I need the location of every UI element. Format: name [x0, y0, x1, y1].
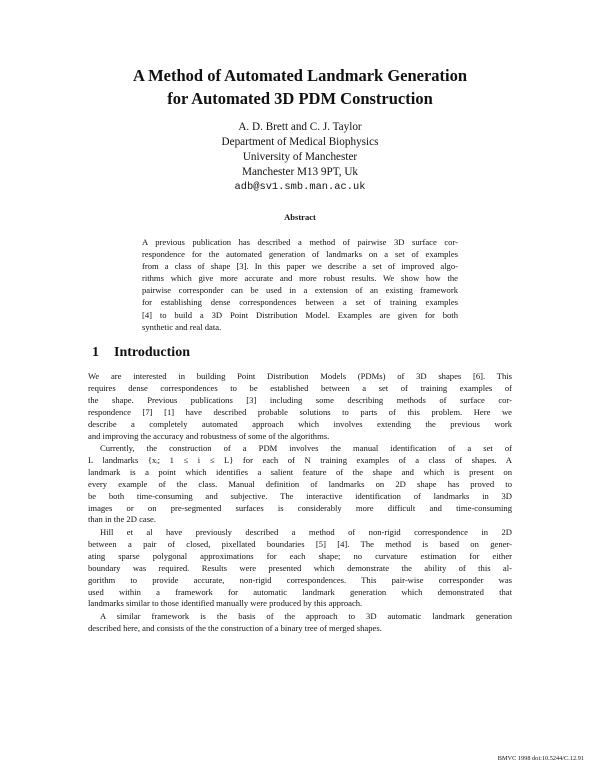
title-line: A Method of Automated Landmark Generation	[132, 66, 468, 85]
intro-paragraph-3	[88, 527, 512, 610]
text-line: gorithm to provide accurate, non-rigid correspondences. This pair-wise corresponder was	[88, 574, 512, 585]
author-names: A. D. Brett and C. J. Taylor	[238, 121, 362, 133]
section-title: Introduction	[114, 345, 190, 360]
section-number: 1	[92, 345, 99, 360]
text-line: describe a completely automated approach which involves extending the previous work	[88, 418, 512, 429]
text-line: ating sparse polygonal approximations for each shape; no curvature estimation for either	[88, 550, 512, 561]
section-heading-introduction	[92, 345, 190, 361]
abstract-line: from a class of shape [3]. In this paper we describe a set of improved algo-	[142, 261, 458, 272]
text-line: the shape. Previous publications [3] including some describing methods of surface cor-	[88, 394, 512, 405]
text-line: be both time-consuming and subjective. The interactive identification of landmarks in 3D	[88, 490, 512, 501]
text-line: used within a framework for automatic landmark generation which demonstrated that	[88, 586, 512, 597]
abstract-line: [4] to build a 3D Point Distribution Model. Examples are given for both	[142, 309, 458, 320]
text-line: between a pair of closed, pixellated boundaries [5] [4]. The method is based on gener-	[88, 538, 512, 549]
abstract-line: pairwise corresponder can be used in a extension of an existing framework	[142, 285, 458, 296]
text-line: requires dense correspondences to be established between a set of training examples of	[88, 382, 512, 393]
text-line: L landmarks {xᵢ; 1 ≤ i ≤ L} for each of N training examples of a class of shapes. A	[88, 454, 512, 465]
intro-paragraph-2	[88, 443, 512, 526]
text-line: than in the 2D case.	[88, 514, 157, 525]
paper-title	[60, 64, 540, 110]
text-line: described here, and consists of the the construction of a binary tree of merged shapes.	[88, 622, 382, 633]
title-line: for Automated 3D PDM Construction	[167, 89, 433, 108]
doi-footer: BMVC 1998 doi:10.5244/C.12.91	[497, 755, 584, 762]
text-line: landmarks similar to those identified manually were produced by this approach.	[88, 598, 363, 609]
text-line: landmark is a point which identifies a salient feature of the shape and which is present on	[88, 466, 512, 477]
abstract-line: respondence for the automated generation of landmarks on a set of examples	[142, 249, 458, 260]
intro-paragraph-1	[88, 371, 512, 442]
affiliation-line: University of Manchester	[242, 151, 358, 163]
abstract-line: synthetic and real data.	[142, 321, 222, 332]
text-line: We are interested in building Point Distribution Models (PDMs) of 3D shapes [6]. This	[88, 371, 512, 381]
text-line: and improving the accuracy and robustness of some of the algorithms.	[88, 430, 330, 441]
abstract-line: rithms which give more accurate and more robust results. We show how the	[142, 273, 458, 284]
abstract-line: for establishing dense correspondences between a set of training examples	[142, 297, 458, 308]
author-email: adb@sv1.smb.man.ac.uk	[234, 181, 366, 193]
text-line: every example of the class. Manual definition of landmarks on 2D shape has proved to	[88, 478, 512, 489]
abstract-line: A previous publication has described a method of pairwise 3D surface cor-	[142, 237, 458, 247]
affiliation-line: Manchester M13 9PT, Uk	[242, 166, 358, 178]
text-line: Currently, the construction of a PDM involves the manual identification of a set of	[100, 443, 512, 453]
abstract-text	[142, 236, 458, 333]
text-line: Hill et al have previously described a method of non-rigid correspondence in 2D	[100, 527, 512, 537]
text-line: images or on pre-segmented surfaces is considerably more difficult and time-consuming	[88, 502, 512, 513]
affiliation-line: Department of Medical Biophysics	[221, 136, 379, 148]
text-line: respondence [7] [1] have described probable solutions to parts of this problem. Here we	[88, 406, 512, 417]
text-line: A similar framework is the basis of the approach to 3D automatic landmark generation	[100, 611, 512, 621]
author-block	[100, 120, 500, 195]
abstract-heading: Abstract	[284, 212, 316, 222]
text-line: boundary was required. Results were presented which demonstrate the ability of this al-	[88, 562, 512, 573]
intro-paragraph-4	[88, 611, 512, 635]
